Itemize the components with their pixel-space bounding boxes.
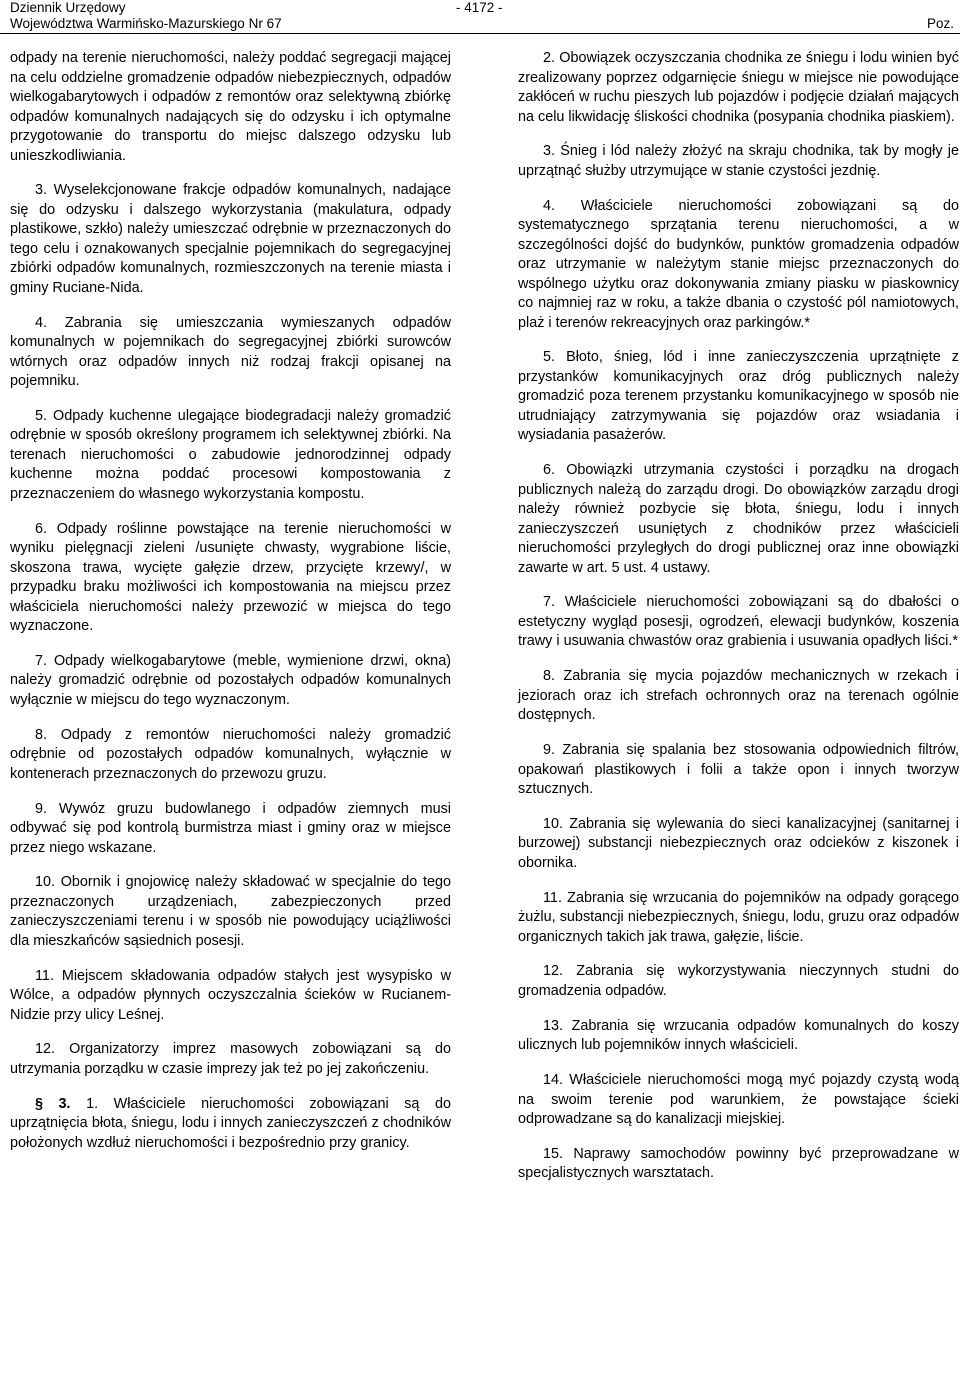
paragraph: 4. Zabrania się umieszczania wymieszanych odpadów komunalnych w pojemnikach do segregacyjnej zbiórki surowców wtórnych oraz odpadów innych niż rodzaj frakcji opisanej na pojemniku. <box>10 314 451 390</box>
page-header <box>0 0 960 34</box>
paragraph: 8. Zabrania się mycia pojazdów mechanicznych w rzekach i jeziorach oraz ich strefach ochronnych oraz na terenach ogólnie dostępnych. <box>518 668 959 724</box>
paragraph: 3. Śnieg i lód należy złożyć na skraju chodnika, tak by mogły je uprzątnąć służby utrzymujące w stanie czystości jezdnię. <box>518 143 959 179</box>
paragraph: 11. Miejscem składowania odpadów stałych jest wysypisko w Wólce, a odpadów płynnych oczyszczalnia ścieków w Rucianem-Nidzie przy ulicy Leśnej. <box>10 967 451 1023</box>
section-marker: § 3. <box>35 1095 71 1112</box>
paragraph: 3. Wyselekcjonowane frakcje odpadów komunalnych, nadające się do odzysku i dalszego wykorzystania (makulatura, odpady plastikowe, szkło) należy umieszczać odrębnie w przeznaczonych do tego celu i oznakowanych specjalnie pojemnikach do segregacyjnej zbiórki odpadów komunalnych, rozmieszczonych na terenie miasta i gminy Ruciane-Nida. <box>10 182 451 296</box>
paragraph: odpady na terenie nieruchomości, należy poddać segregacji mającej na celu oddzielne gromadzenie odpadów niebezpiecznych, odpadów wielkogabarytowych i odpadów z remontów oraz selektywną zbiórkę odpadów komunalnych nadających się do odzysku i ich optymalne przygotowanie do transportu do miejsc dalszego odzysku lub unieszkodliwiania. <box>10 50 451 164</box>
paragraph: 6. Obowiązki utrzymania czystości i porządku na drogach publicznych należą do zarządu drogi. Do obowiązków zarządu drogi należy również pozbycie się błota, śniegu, lodu i innych zanieczyszczeń usuniętych z chodników przez właścicieli nieruchomości przyległych do drogi publicznej oraz inne obowiązki zawarte w art. 5 ust. 4 ustawy. <box>518 462 959 576</box>
paragraph: 10. Zabrania się wylewania do sieci kanalizacyjnej (sanitarnej i burzowej) substancji niebezpiecznych oraz odcieków z kiszonek i obornika. <box>518 815 959 871</box>
paragraph: 10. Obornik i gnojowicę należy składować w specjalnie do tego przeznaczonych urządzeniach, zabezpieczonych przed zanieczyszczeniami terenu i w sposób nie powodujący uciążliwości dla mieszkańców sąsiednich posesji. <box>10 874 451 949</box>
paragraph: 9. Wywóz gruzu budowlanego i odpadów ziemnych musi odbywać się pod kontrolą burmistrza miast i gminy oraz w miejsce przez niego wskazane. <box>10 800 451 856</box>
position-label: Poz. <box>926 16 954 31</box>
paragraph: 4. Właściciele nieruchomości zobowiązani są do systematycznego sprzątania terenu nieruchomości, a w szczególności dojść do budynków, punktów gromadzenia odpadów oraz utrzymanie w należytym stanie miejsc przeznaczonych do wspólnego użytku oraz dokonywania zmiany piasku w piaskownicy co najmniej raz w roku, a także dbania o czystość pól namiotowych, plaż i terenów rekreacyjnych oraz parkingów.* <box>518 197 959 331</box>
journal-name: Dziennik Urzędowy <box>10 0 126 15</box>
paragraph: 7. Odpady wielkogabarytowe (meble, wymienione drzwi, okna) należy gromadzić odrębnie od pozostałych odpadów komunalnych wyłącznie w miejscu do tego wyznaczonym. <box>10 652 451 708</box>
paragraph: 8. Odpady z remontów nieruchomości należy gromadzić odrębnie od pozostałych odpadów komunalnych, wyłącznie w kontenerach przeznaczonych do przewozu gruzu. <box>10 726 451 782</box>
paragraph: 15. Naprawy samochodów powinny być przeprowadzane w specjalistycznych warsztatach. <box>518 1145 959 1182</box>
paragraph: 5. Błoto, śnieg, lód i inne zanieczyszczenia uprzątnięte z przystanków komunikacyjnych oraz dróg publicznych należy gromadzić poza terenem przystanku komunikacyjnego w sposób nie utrudniający zatrzymywania się pojazdów oraz wsiadania i wysiadania pasażerów. <box>518 349 959 444</box>
paragraph: 5. Odpady kuchenne ulegające biodegradacji należy gromadzić odrębnie w sposób określony programem ich selektywnej zbiórki. Na terenach nieruchomości o zabudowie jednorodzinnej odpady kuchenne można poddać procesowi kompostowania z przeznaczeniem do własnego wykorzystania kompostu. <box>10 407 451 502</box>
header-divider <box>0 33 960 34</box>
paragraph: 13. Zabrania się wrzucania odpadów komunalnych do koszy ulicznych lub pojemników innych właścicieli. <box>518 1017 959 1054</box>
paragraph: 11. Zabrania się wrzucania do pojemników na odpady gorącego żużlu, substancji niebezpiecznych, śniegu, lodu, gruzu oraz odpadów organicznych takich jak trawa, gałęzie, liście. <box>518 889 959 945</box>
paragraph: 2. Obowiązek oczyszczania chodnika ze śniegu i lodu winien być zrealizowany poprzez odgarnięcie śniegu w miejsce nie powodujące zakłóceń w ruchu pieszych lub pojazdów i podjęcie działań mających na celu likwidację śliskości chodnika (posypania chodnika piaskiem). <box>518 50 959 125</box>
page-number: - 4172 - <box>456 0 503 15</box>
left-column <box>10 49 451 1169</box>
journal-issue: Województwa Warmińsko-Mazurskiego Nr 67 <box>10 16 282 31</box>
section-paragraph <box>10 1095 451 1154</box>
journal-title <box>10 0 282 32</box>
section-text: 1. Właściciele nieruchomości zobowiązani są do uprzątnięcia błota, śniegu, lodu i innych zanieczyszczeń z chodników położonych wzdłuż nieruchomości i bezpośrednio przy granicy. <box>10 1095 451 1151</box>
paragraph: 12. Organizatorzy imprez masowych zobowiązani są do utrzymania porządku w czasie imprezy jak też po jej zakończeniu. <box>10 1041 451 1077</box>
paragraph: 6. Odpady roślinne powstające na terenie nieruchomości w wyniku pielęgnacji zieleni /usunięte chwasty, wygrabione liście, skoszona trawa, wycięte gałęzie drzew, przycięte krzewy/, w przypadku braku możliwości ich kompostowania na miejscu przez właściciela nieruchomości należy przewozić w miejsca do tego wyznaczone. <box>10 520 451 635</box>
paragraph: 7. Właściciele nieruchomości zobowiązani są do dbałości o estetyczny wygląd posesji, ogrodzeń, elewacji budynków, koszenia trawy i usuwania chwastów oraz grabienia i usuwania opadłych liści.* <box>518 594 959 650</box>
paragraph: 14. Właściciele nieruchomości mogą myć pojazdy czystą wodą na swoim terenie pod warunkiem, że powstające ścieki odprowadzane są do kanalizacji miejskiej. <box>518 1072 959 1128</box>
paragraph: 9. Zabrania się spalania bez stosowania odpowiednich filtrów, opakowań plastikowych i folii a także opon i innych tworzyw sztucznych. <box>518 742 959 798</box>
right-column <box>518 49 959 1199</box>
paragraph: 12. Zabrania się wykorzystywania nieczynnych studni do gromadzenia odpadów. <box>518 963 959 999</box>
